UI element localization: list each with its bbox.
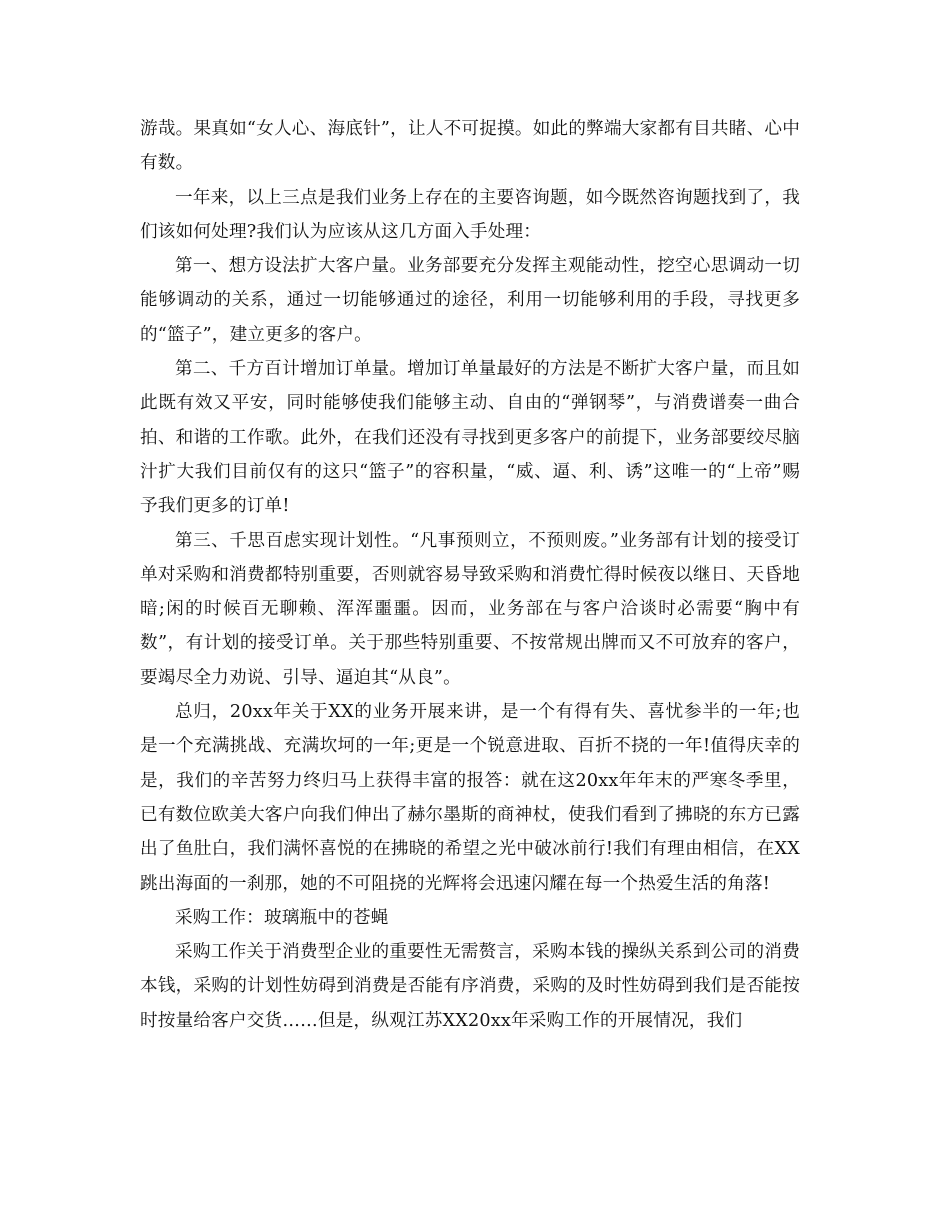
- paragraph: 总归，20xx年关于XX的业务开展来讲，是一个有得有失、喜忧参半的一年;也是一个充满挑战、充满坎坷的一年;更是一个锐意进取、百折不挠的一年!值得庆幸的是，我们的辛苦努力终归马上获得丰富的报答：就在这20xx年年末的严寒冬季里，已有数位欧美大客户向我们伸出了赫尔墨斯的商神杖，使我们看到了拂晓的东方已露出了鱼肚白，我们满怀喜悦的在拂晓的希望之光中破冰前行!我们有理由相信，在XX跳出海面的一刹那，她的不可阻挠的光辉将会迅速闪耀在每一个热爱生活的角落!: [140, 702, 800, 894]
- document-body: [140, 112, 800, 1038]
- paragraph: 第一、想方设法扩大客户量。业务部要充分发挥主观能动性，挖空心思调动一切能够调动的关系，通过一切能够通过的途径，利用一切能够利用的手段，寻找更多的“篮子”，建立更多的客户。: [140, 256, 800, 345]
- paragraph: 游哉。果真如“女人心、海底针”，让人不可捉摸。如此的弊端大家都有目共睹、心中有数。: [140, 119, 800, 174]
- paragraph: 一年来，以上三点是我们业务上存在的主要咨询题，如今既然咨询题找到了，我们该如何处理?我们认为应该从这几方面入手处理：: [140, 187, 800, 242]
- paragraph: 第二、千方百计增加订单量。增加订单量最好的方法是不断扩大客户量，而且如此既有效又平安，同时能够使我们能够主动、自由的“弹钢琴”，与消费谱奏一曲合拍、和谐的工作歌。此外，在我们还没有寻找到更多客户的前提下，业务部要绞尽脑汁扩大我们目前仅有的这只“篮子”的容积量，“威、逼、利、诱”这唯一的“上帝”赐予我们更多的订单!: [140, 359, 800, 517]
- section-heading: 采购工作：玻璃瓶中的苍蝇: [175, 907, 389, 928]
- paragraph: 采购工作关于消费型企业的重要性无需赘言，采购本钱的操纵关系到公司的消费本钱，采购的计划性妨碍到消费是否能有序消费，采购的及时性妨碍到我们是否能按时按量给客户交货……但是，纵观江苏XX20xx年采购工作的开展情况，我们: [140, 942, 800, 1031]
- paragraph: 第三、千思百虑实现计划性。“凡事预则立，不预则废。”业务部有计划的接受订单对采购和消费都特别重要，否则就容易导致采购和消费忙得时候夜以继日、天昏地暗;闲的时候百无聊赖、浑浑噩噩。因而，业务部在与客户洽谈时必需要“胸中有数”，有计划的接受订单。关于那些特别重要、不按常规出牌而又不可放弃的客户，要竭尽全力劝说、引导、逼迫其“从良”。: [140, 530, 800, 688]
